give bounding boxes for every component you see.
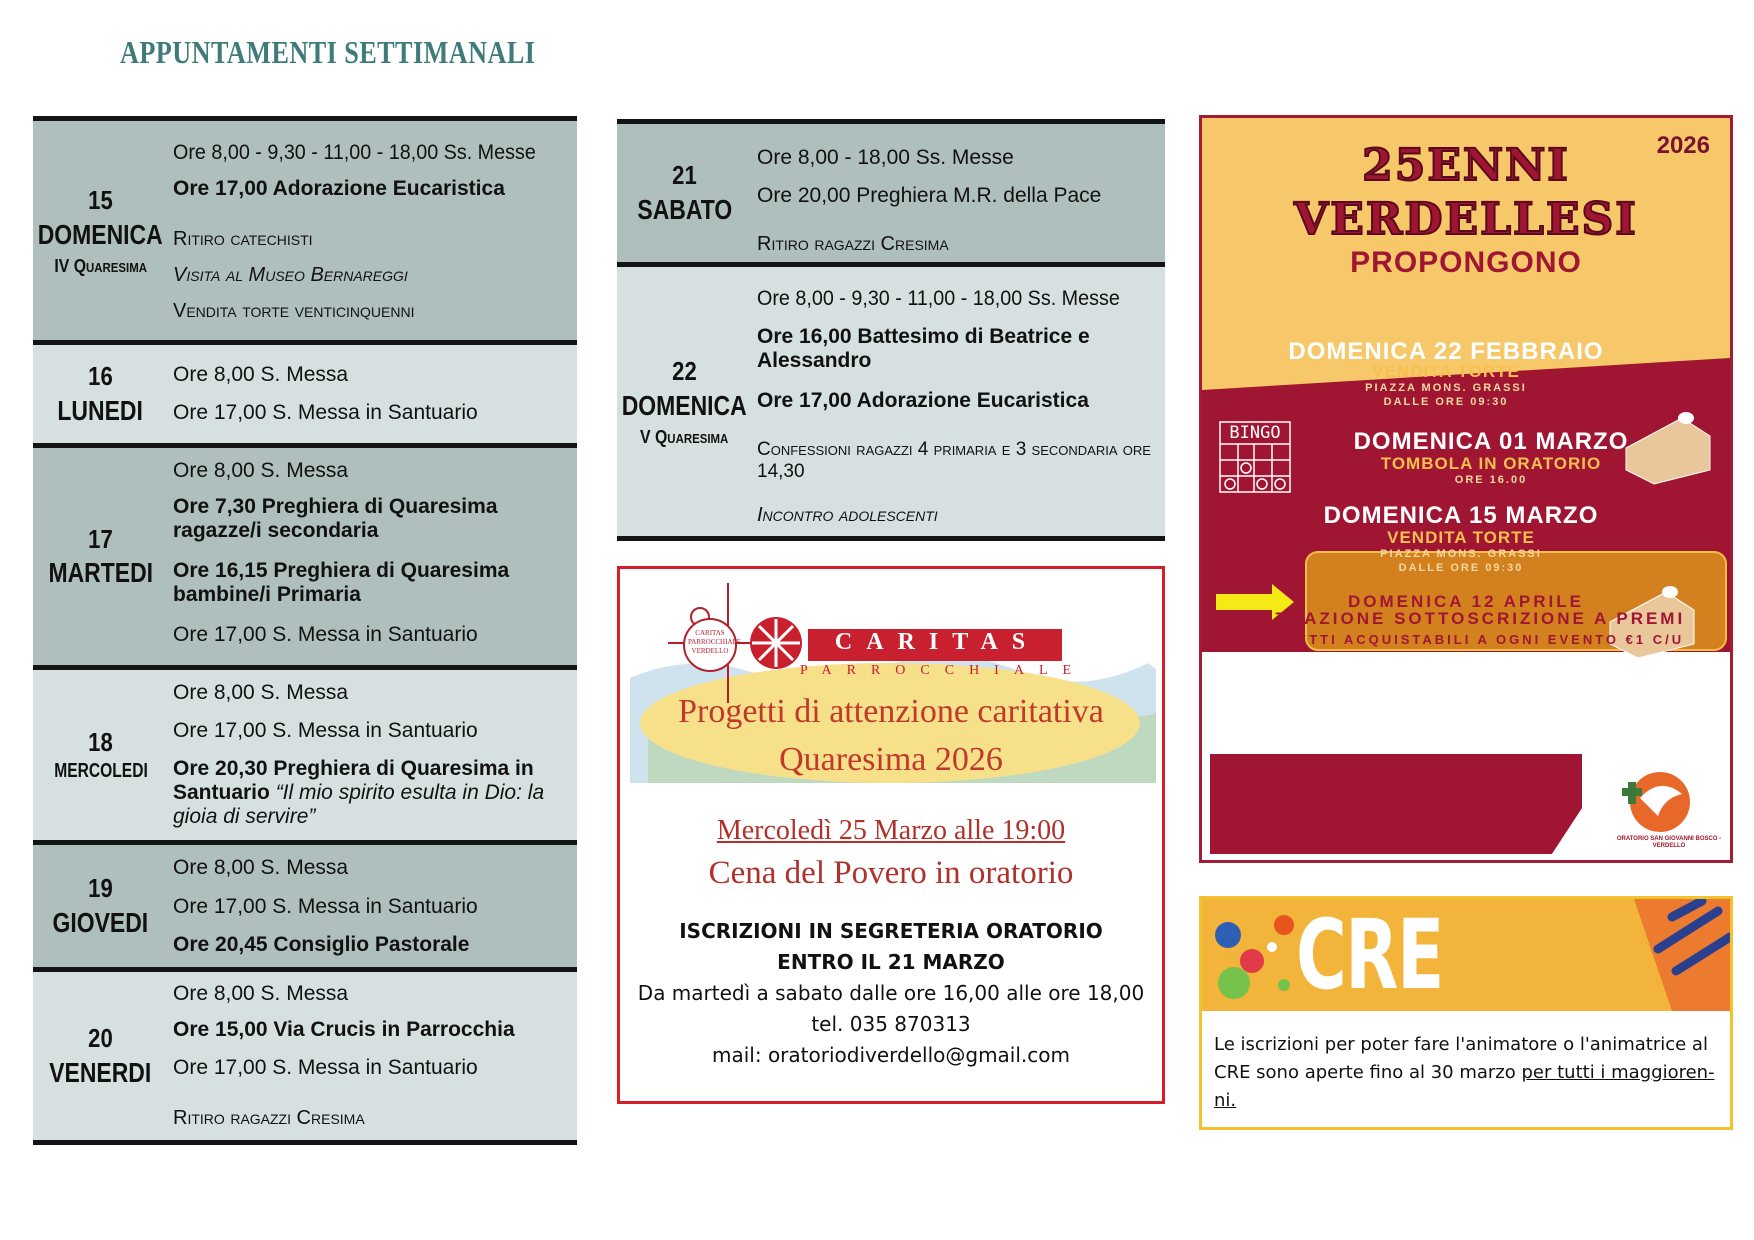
liturgical-week: V Quaresima [640,426,729,447]
proceeds-line: IL RICAVATO [1324,682,1448,697]
cre-text-main: Le iscrizioni per poter fare l'animatore o l'animatrice al CRE sono aperte fino al 30 marzo [1214,1034,1708,1083]
poster-headline-1: 25ENNI [1362,140,1570,191]
caritas-info-line: ENTRO IL 21 MARZO [777,950,1005,974]
proceeds-line: VERRA' DEVOLUTO [1293,697,1479,712]
event-item: Ore 8,00 S. Messa [173,856,349,879]
weekday-schedule [33,116,577,1145]
day-cell [617,267,752,536]
day-row-22 [617,262,1165,541]
day-cell [33,972,168,1140]
bingo-label: BINGO [1229,423,1281,443]
event-1-where: PIAZZA MONS. GRASSI [1365,382,1527,394]
event-2-day: DOMENICA 01 MARZO [1353,428,1629,455]
day-number: 20 [88,1023,113,1054]
event-item: Visita al Museo Bernareggi [173,264,408,286]
day-cell [33,670,168,840]
day-number: 15 [88,185,113,216]
caritas-info-line: Da martedì a sabato dalle ore 16,00 alle ore 18,00 [637,981,1145,1005]
day-cell [33,448,168,665]
event-1-what: VENDITA TORTE [1372,362,1520,381]
weekend-schedule [617,119,1165,541]
caritas-info-line: ISCRIZIONI IN SEGRETERIA ORATORIO [679,919,1103,943]
event-item: Ritiro ragazzi Cresima [173,1107,365,1129]
oratorio-logo-text: ORATORIO SAN GIOVANNI BOSCO - VERDELLO [1616,836,1722,849]
event-item: Ore 16,15 Preghiera di Quaresima bambine/i Primaria [173,559,510,606]
event-2-what: TOMBOLA IN ORATORIO [1380,454,1602,473]
caritas-event-name: Cena del Povero in oratorio [708,855,1074,891]
event-item: Ore 17,00 S. Messa in Santuario [173,1056,478,1079]
event-item: Ritiro catechisti [173,228,313,250]
day-number: 18 [88,727,113,758]
poster-headline-2: VERDELLESI [1294,194,1638,245]
event-3-where: PIAZZA MONS. GRASSI [1380,548,1542,560]
caritas-info-line: tel. 035 870313 [811,1012,971,1036]
day-name: DOMENICA [38,218,164,250]
day-number: 21 [672,160,697,191]
event-item: Ritiro ragazzi Cresima [757,233,949,255]
event-3-time: DALLE ORE 09:30 [1398,562,1524,574]
day-name: DOMENICA [622,389,748,421]
proceeds-line: AL CENTRO MISSIONARIO [1260,712,1512,727]
event-item: Ore 8,00 - 9,30 - 11,00 - 18,00 Ss. Messe [173,141,536,164]
event-item: Ore 16,00 Battesimo di Beatrice e Alessandro [757,325,1090,372]
day-cell [33,121,168,340]
day-name: SABATO [637,193,732,225]
day-name: LUNEDI [57,394,144,426]
day-cell [33,345,168,443]
cre-banner [1202,899,1730,1011]
event-item: Ore 8,00 S. Messa [173,363,349,386]
event-item: Ore 17,00 S. Messa in Santuario [173,401,478,424]
event-item: Incontro adolescenti [757,504,938,526]
event-3-day: DOMENICA 15 MARZO [1323,502,1599,529]
event-1-time: DALLE ORE 09:30 [1383,396,1509,408]
poster-year: 2026 [1656,132,1710,159]
day-row-19 [33,840,577,967]
prize-tickets: BIGLIETTI ACQUISTABILI A OGNI EVENTO €1 C/U [1247,632,1685,647]
event-item: Ore 17,00 Adorazione Eucaristica [757,389,1089,412]
day-number: 16 [88,361,113,392]
event-1-day: DOMENICA 22 FEBBRAIO [1288,338,1604,365]
event-item: Ore 15,00 Via Crucis in Parrocchia [173,1018,515,1041]
event-item: Ore 17,00 Adorazione Eucaristica [173,177,505,200]
cre-text [1214,1031,1720,1115]
parish-seal-text: CARITAS PARROCCHIALE VERDELLO [688,629,742,655]
event-item: Ore 8,00 - 9,30 - 11,00 - 18,00 Ss. Messe [757,287,1120,310]
caritas-logo-word: CARITAS [834,629,1040,655]
event-title: Ore 20,30 Preghiera di Quaresima in Santuario [173,757,534,804]
event-item: Confessioni ragazzi 4 primaria e 3 secondaria ore 14,30 [757,439,1151,482]
event-item: Ore 8,00 S. Messa [173,459,349,482]
day-number: 17 [88,523,113,554]
caritas-logo-sub: PARROCCHIALE [800,663,1087,678]
caritas-title-line2: Quaresima 2026 [779,741,1003,778]
caritas-box [617,566,1165,1104]
day-cell [617,124,752,262]
cre-box [1199,896,1733,1130]
event-item: Ore 17,00 S. Messa in Santuario [173,719,478,742]
day-row-18 [33,665,577,840]
day-name: VENERDI [49,1056,152,1088]
caritas-event-date: Mercoledì 25 Marzo alle 19:00 [716,815,1066,846]
event-item [173,757,571,829]
caritas-info-line: mail: oratoriodiverdello@gmail.com [712,1043,1070,1067]
poster-headline-3: PROPONGONO [1350,246,1582,279]
proceeds-line: DIOCESANO PER SOSTENERE [1243,727,1529,742]
day-number: 19 [88,873,113,904]
event-item: Ore 8,00 S. Messa [173,681,349,704]
day-row-20 [33,967,577,1145]
day-number: 22 [672,356,697,387]
event-item: Ore 8,00 - 18,00 Ss. Messe [757,146,1014,169]
prize-title: ESTRAZIONE SOTTOSCRIZIONE A PREMI [1246,609,1686,628]
page-title: APPUNTAMENTI SETTIMANALI [120,34,536,70]
proceeds-line: L'IMPEGNO DI DON EFREM A CUBA [1216,742,1556,757]
day-row-21 [617,119,1165,262]
event-2-time: ORE 16.00 [1454,474,1528,486]
liturgical-week: IV Quaresima [54,255,147,276]
event-item: Ore 17,00 S. Messa in Santuario [173,895,478,918]
day-name: MERCOLEDI [53,759,148,782]
cre-text-underlined: per tutti i maggioren-ni. [1214,1062,1715,1111]
day-name: MARTEDI [48,557,153,589]
oratorio-logo [1614,756,1706,848]
prize-date: DOMENICA 12 APRILE [1348,592,1584,611]
event-3-what: VENDITA TORTE [1387,528,1535,547]
event-quote: “Il mio spirito esulta in Dio: la gioia di servire” [173,781,545,828]
event-item: Ore 20,45 Consiglio Pastorale [173,933,470,956]
day-name: GIOVEDI [52,906,149,938]
event-item: Vendita torte venticinquenni [173,300,415,322]
day-row-15 [33,116,577,340]
day-row-16 [33,340,577,443]
day-cell [33,845,168,967]
cre-title: CRE [1296,899,1443,1011]
caritas-title-line1: Progetti di attenzione caritativa [678,693,1104,730]
event-item: Ore 17,00 S. Messa in Santuario [173,623,478,646]
event-item: Ore 20,00 Preghiera M.R. della Pace [757,184,1102,207]
venticinquenni-poster [1199,115,1733,863]
day-row-17 [33,443,577,665]
event-item: Ore 7,30 Preghiera di Quaresima ragazze/i secondaria [173,495,498,542]
event-item: Ore 8,00 S. Messa [173,982,349,1005]
